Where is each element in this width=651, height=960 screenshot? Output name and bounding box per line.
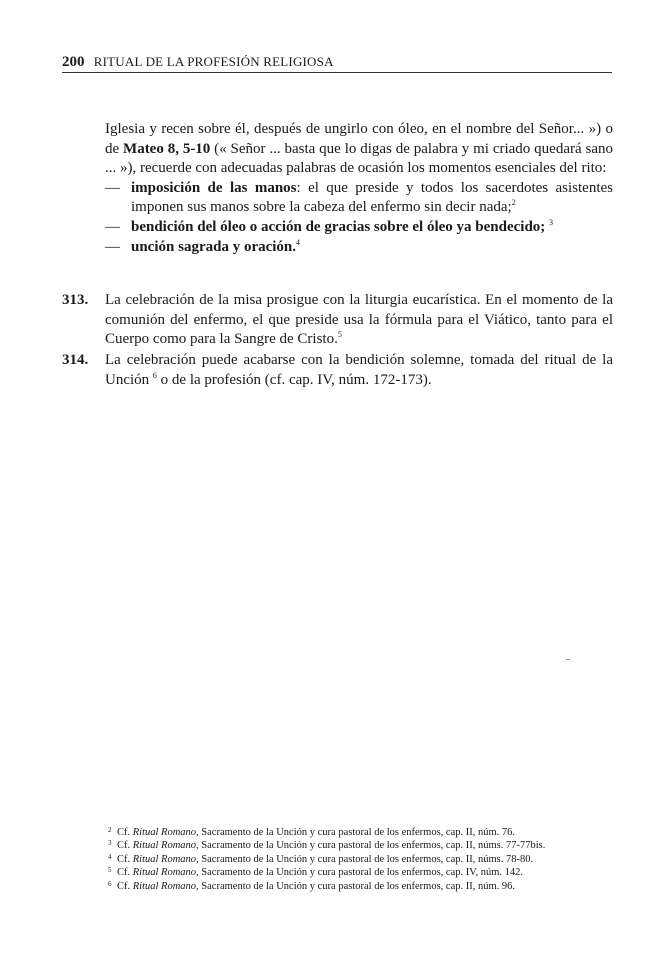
scripture-reference: Mateo 8, 5-10 xyxy=(123,140,211,157)
footnote: 5 Cf. Ritual Romano, Sacramento de la Unción y cura pastoral de los enfermos, cap. IV, núm. 142. xyxy=(108,866,524,879)
rite-item-blessing-oil: — bendición del óleo o acción de gracias sobre el óleo ya bendecido; $^3$ xyxy=(105,217,554,235)
rite-item-imposition: — imposición de las manos: el que preside y todos los sacerdotes asistentes imponen sus manos sobre la cabeza del enfermo sin decir nada;$^2$ xyxy=(105,179,614,216)
paragraph-number: 314. xyxy=(62,352,89,368)
footnote-marker: 2 xyxy=(511,198,516,208)
footnotes xyxy=(108,826,607,893)
paragraph-text: La celebración de la misa prosigue con la liturgia eucarística. En el momento de la comunión del enfermo, el que preside usa la fórmula para el Viático, tanto para el Cuerpo como para la Sangre de Cristo.$^5$ xyxy=(105,292,613,348)
page-number: 200 xyxy=(62,54,85,70)
paragraph-number: 313. xyxy=(62,292,89,308)
footnote: 3 Cf. Ritual Romano, Sacramento de la Unción y cura pastoral de los enfermos, cap. II, núms. 77-77bis. xyxy=(108,839,546,852)
footnote-marker: 3 xyxy=(549,217,554,227)
paragraph-text: La celebración puede acabarse con la bendición solemne, tomada del ritual de la Unción $^6$ o de la profesión (cf. cap. IV, núm. 172-173). xyxy=(105,352,613,388)
footnote: 6 Cf. Ritual Romano, Sacramento de la Unción y cura pastoral de los enfermos, cap. II, núm. 96. xyxy=(108,879,516,892)
paragraph-314 xyxy=(62,351,613,390)
running-title: RITUAL DE LA PROFESIÓN RELIGIOSA xyxy=(93,54,334,69)
intro-paragraph: Iglesia y recen sobre él, después de ungirlo con óleo, en el nombre del Señor... ») o de Mateo 8, 5-10 (« Señor ... basta que lo digas de palabra y mi criado quedará sano ... »), recuerde con adecuadas palabras de ocasión los momentos esenciales del rito: xyxy=(105,121,613,177)
running-header xyxy=(62,54,612,73)
rite-item-anointing: — unción sagrada y oración.$^4$ xyxy=(105,237,301,255)
paragraph-313 xyxy=(62,291,613,350)
footnote: 4 Cf. Ritual Romano, Sacramento de la Unción y cura pastoral de los enfermos, cap. II, núms. 78-80. xyxy=(108,852,534,865)
footnote: 2 Cf. Ritual Romano, Sacramento de la Unción y cura pastoral de los enfermos, cap. II, núm. 76. xyxy=(108,826,516,838)
footnote-marker: 5 xyxy=(337,330,342,340)
scan-speck xyxy=(566,659,570,660)
continuation-block xyxy=(105,120,613,257)
footnote-marker: 6 xyxy=(152,370,157,380)
footnote-marker: 4 xyxy=(296,237,301,247)
